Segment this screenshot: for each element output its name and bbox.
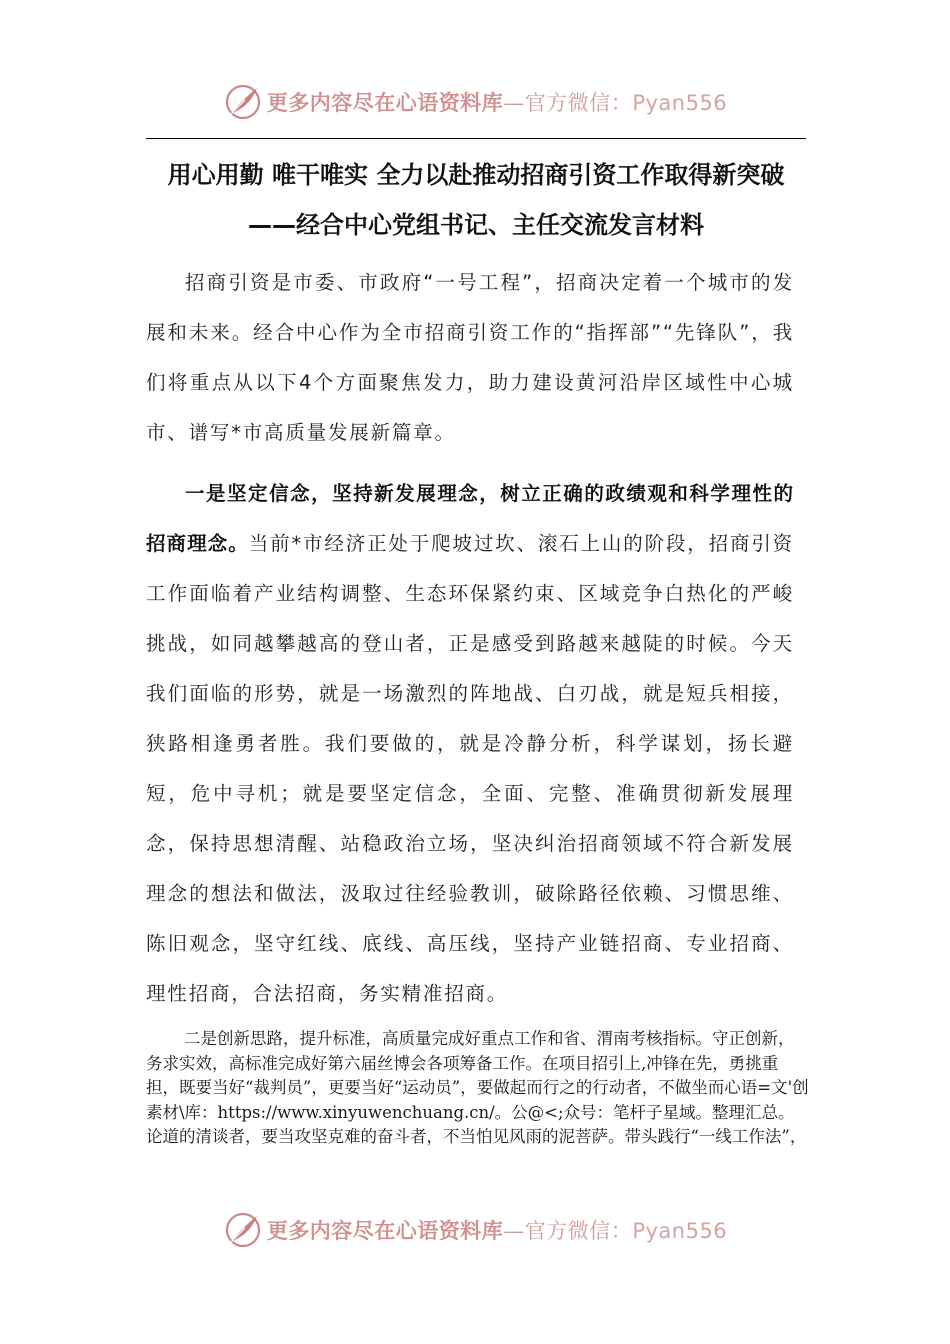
header-banner-lead: 更多内容尽在心语资料库 — [266, 90, 504, 115]
quill-logo-icon — [223, 1210, 263, 1250]
section-one-body: 当前*市经济正处于爬坡过坎、滚石上山的阶段，招商引资工作面临着产业结构调整、生态环保紧约束、区域竞争白热化的严峻挑战，如同越攀越高的登山者，正是感受到路越来越陡的时候。今天我们面临的形势，就是一场激烈的阵地战、白刃战，就是短兵相接，狭路相逢勇者胜。我们要做的，就是冷静分析，科学谋划，扬长避短，危中寻机；就是要坚定信念，全面、完整、准确贯彻新发展理念，保持思想清醒、站稳政治立场，坚决纠治招商领域不符合新发展理念的想法和做法，汲取过往经验教训，破除路径依赖、习惯思维、陈旧观念，坚守红线、底线、高压线，坚持产业链招商、专业招商、理性招商，合法招商，务实精准招商。 — [146, 532, 794, 1005]
header-banner-wechat-id: Pyan556 — [632, 91, 728, 115]
header-banner-tail: 官方微信： — [524, 91, 633, 115]
section-two-paragraph: 二是创新思路，提升标准，高质量完成好重点工作和省、渭南考核指标。守正创新，务求实效，高标准完成好第六届丝博会各项筹备工作。在项目招引上,冲锋在先，勇挑重担，既要当好“裁判员”，更要当好“运动员”，要做起而行之的行动者，不做坐而心语=文'创素材\库：https://www.xinyuwenchuang.cn/。公@<;众号：笔杆子星域。整理汇总。论道的清谈者，要当攻坚克难的奋斗者，不当怕见风雨的泥菩萨。带头践行“一线工作法”， — [146, 1029, 809, 1147]
footer-banner-wechat-id: Pyan556 — [632, 1219, 728, 1243]
section-one-paragraph — [146, 469, 794, 1019]
header-banner-dash: — — [503, 91, 525, 115]
document-title: 用心用勤 唯干唯实 全力以赴推动招商引资工作取得新突破——经合中心党组书记、主任交流发言材料 — [167, 161, 785, 239]
section-one-heading: 一是坚定信念，坚持新发展理念，树立正确的政绩观和科学理性的招商理念。 — [146, 482, 794, 555]
header-rule — [146, 138, 806, 139]
quill-logo-icon — [223, 82, 263, 122]
header-watermark-banner — [0, 82, 950, 122]
intro-paragraph: 招商引资是市委、市政府“一号工程”，招商决定着一个城市的发展和未来。经合中心作为全市招商引资工作的“指挥部”“先锋队”，我们将重点从以下4个方面聚焦发力，助力建设黄河沿岸区域性中心城市、谱写*市高质量发展新篇章。 — [146, 271, 794, 444]
footer-banner-dash: — — [503, 1219, 525, 1243]
header-banner-text — [267, 87, 727, 117]
footer-banner-tail: 官方微信： — [524, 1219, 633, 1243]
footer-banner-text — [267, 1215, 727, 1245]
footer-watermark-banner — [0, 1210, 950, 1250]
footer-banner-lead: 更多内容尽在心语资料库 — [266, 1218, 504, 1243]
